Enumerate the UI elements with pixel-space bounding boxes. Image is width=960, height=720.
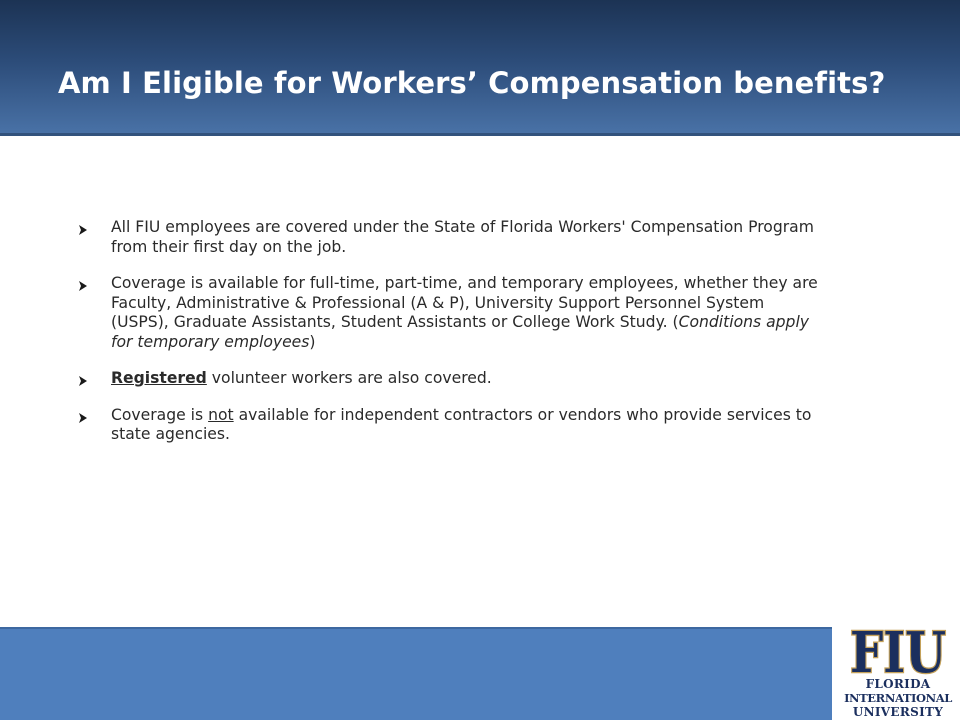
- bullet-item: [78, 274, 818, 352]
- bullet-item: [78, 369, 818, 389]
- arrowhead-right-icon: [78, 225, 88, 235]
- bullet-text: available for independent contractors or vendors who provide services to state agencies.: [111, 405, 812, 443]
- logo-line-florida: FLORIDA: [865, 677, 931, 691]
- arrowhead-right-icon: [78, 376, 88, 386]
- bullet-emphasis: Registered: [111, 369, 207, 387]
- fiu-logo: [836, 622, 960, 720]
- bullet-text: Coverage is available for full-time, part-time, and temporary employees, whether they are Faculty, Administrative & Professional (A & P), University Support Personnel System (USPS), Graduate Assistants, Student Assistants or College Work Study.: [111, 274, 818, 331]
- bullet-text: Coverage is: [111, 405, 209, 424]
- bullet-paren-close: ): [309, 332, 316, 351]
- bullet-italic-note: Conditions apply for temporary employees: [111, 313, 810, 351]
- bullet-underlined-word: not: [208, 405, 234, 424]
- bullet-text: All FIU employees are covered under the State of Florida Workers' Compensation Program from their first day on the job.: [111, 218, 814, 256]
- bullet-item: [78, 218, 818, 257]
- arrowhead-right-icon: [78, 281, 88, 291]
- fiu-mark: FIU: [850, 622, 946, 678]
- bullet-paren-open: (: [672, 313, 679, 331]
- fiu-wordmark: [848, 622, 948, 678]
- logo-line-university: UNIVERSITY: [852, 705, 944, 719]
- footer-bar: [0, 627, 832, 720]
- arrowhead-right-icon: [78, 413, 88, 423]
- slide-title: Am I Eligible for Workers’ Compensation benefits?: [58, 66, 886, 100]
- title-banner: [0, 0, 960, 136]
- bullet-text: volunteer workers are also covered.: [206, 369, 492, 387]
- logo-line-international: INTERNATIONAL: [844, 691, 952, 705]
- bullet-item: [78, 406, 818, 445]
- bullet-list: [78, 218, 818, 462]
